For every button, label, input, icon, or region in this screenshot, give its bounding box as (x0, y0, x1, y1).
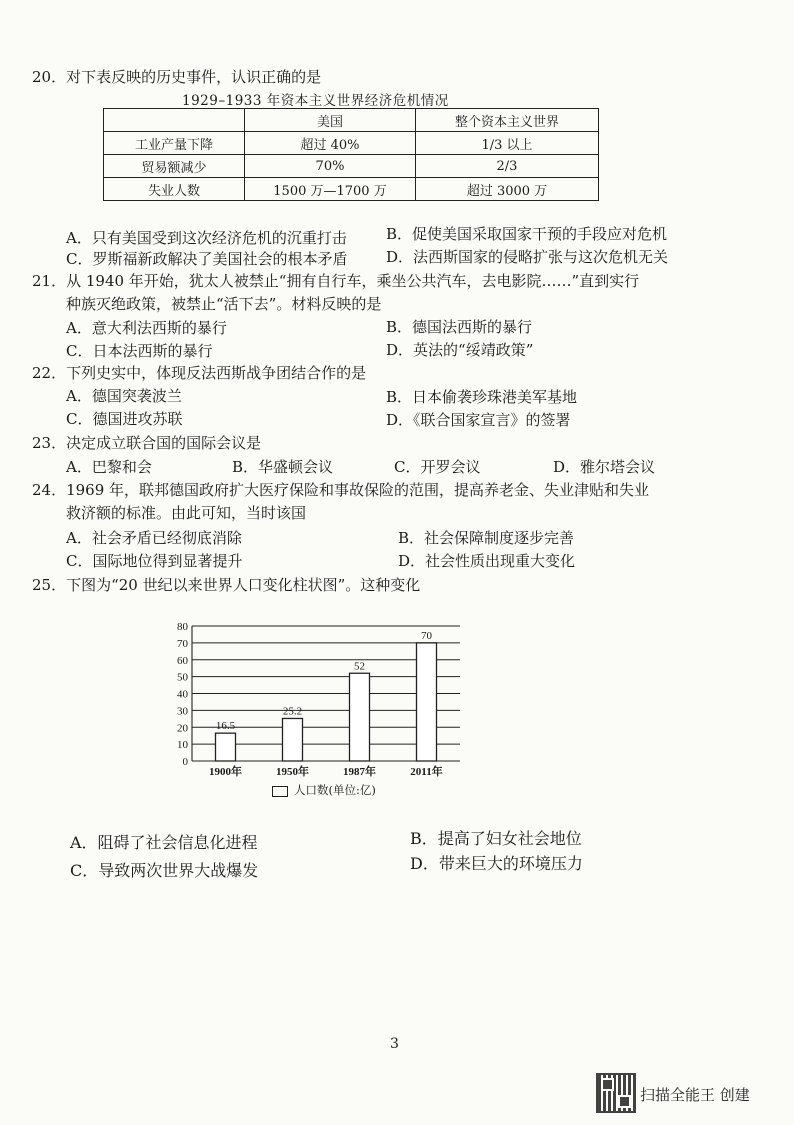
q21-option-a[interactable]: A．意大利法西斯的暴行 (66, 319, 227, 337)
qr-code-icon (596, 1073, 636, 1113)
y-tick-label: 30 (177, 705, 188, 718)
bar (216, 733, 236, 761)
bar-data-label: 16.5 (215, 720, 236, 733)
q24-option-a[interactable]: A．社会矛盾已经彻底消除 (66, 529, 242, 547)
table-cell: 2/3 (416, 155, 599, 178)
y-tick-label: 50 (177, 671, 188, 684)
q20-stem: 20．对下表反映的历史事件，认识正确的是 (32, 68, 322, 86)
q22-option-a[interactable]: A．德国突袭波兰 (66, 387, 182, 405)
x-tick-label: 1900年 (209, 766, 242, 778)
q21-stem-line2: 种族灭绝政策，被禁止“活下去”。材料反映的是 (66, 295, 382, 313)
table-cell: 失业人数 (104, 178, 245, 201)
q21-stem-line1: 21．从 1940 年开始，犹太人被禁止“拥有自行车，乘坐公共汽车，去电影院……”直到实行 (32, 272, 640, 290)
chart-svg (170, 618, 480, 803)
legend-label: 人口数(单位:亿) (294, 783, 376, 797)
q25-stem: 25．下图为“20 世纪以来世界人口变化柱状图”。这种变化 (32, 576, 421, 594)
q23-option-c[interactable]: C．开罗会议 (394, 458, 481, 476)
q21-option-d[interactable]: D．英法的“绥靖政策” (386, 341, 534, 359)
y-tick-label: 0 (182, 756, 188, 768)
table-cell: 超过 3000 万 (416, 178, 599, 201)
q25-option-d[interactable]: D．带来巨大的环境压力 (410, 854, 583, 873)
table-row (104, 132, 599, 155)
table-cell: 1500 万—1700 万 (245, 178, 416, 201)
legend-swatch (272, 786, 288, 797)
y-tick-label: 40 (177, 688, 188, 701)
q20-option-a[interactable]: A．只有美国受到这次经济危机的沉重打击 (66, 229, 347, 247)
table-cell: 70% (245, 155, 416, 178)
x-tick-label: 1987年 (343, 766, 376, 778)
q22-stem: 22．下列史实中，体现反法西斯战争团结合作的是 (32, 364, 367, 382)
q25-option-b[interactable]: B．提高了妇女社会地位 (410, 829, 582, 848)
table-header-row (104, 109, 599, 132)
q21-option-b[interactable]: B．德国法西斯的暴行 (386, 318, 533, 336)
q20-option-d[interactable]: D．法西斯国家的侵略扩张与这次危机无关 (386, 248, 669, 266)
q23-option-b[interactable]: B．华盛顿会议 (232, 458, 334, 476)
chart-legend (272, 782, 376, 798)
x-tick-label: 1950年 (276, 766, 309, 778)
q20-table-caption: 1929–1933 年资本主义世界经济危机情况 (182, 93, 449, 109)
table-cell: 工业产量下降 (104, 132, 245, 155)
y-tick-label: 80 (177, 621, 188, 633)
q23-stem: 23．决定成立联合国的国际会议是 (32, 434, 262, 452)
x-tick-label: 2011年 (410, 766, 443, 778)
table-header-cell: 整个资本主义世界 (416, 109, 599, 132)
q24-stem-line2: 救济额的标准。由此可知，当时该国 (66, 504, 307, 522)
y-tick-label: 20 (177, 722, 188, 735)
bar (417, 643, 437, 761)
bar-data-label: 25.2 (282, 705, 303, 718)
q24-option-b[interactable]: B．社会保障制度逐步完善 (398, 529, 575, 547)
q22-option-b[interactable]: B．日本偷袭珍珠港美军基地 (386, 388, 578, 406)
q23-option-d[interactable]: D．雅尔塔会议 (553, 458, 656, 476)
q24-stem-line1: 24．1969 年，联邦德国政府扩大医疗保险和事故保险的范围，提高养老金、失业津贴和失业 (32, 481, 650, 499)
y-tick-label: 60 (177, 654, 188, 667)
table-cell: 1/3 以上 (416, 132, 599, 155)
q25-option-c[interactable]: C．导致两次世界大战爆发 (70, 861, 259, 880)
table-header-cell: 美国 (245, 109, 416, 132)
q20-option-c[interactable]: C．罗斯福新政解决了美国社会的根本矛盾 (66, 250, 348, 268)
population-bar-chart (170, 618, 480, 803)
q20-option-b[interactable]: B．促使美国采取国家干预的手段应对危机 (386, 225, 668, 243)
q24-option-d[interactable]: D．社会性质出现重大变化 (398, 552, 576, 570)
bar-data-label: 70 (421, 629, 432, 642)
table-row (104, 178, 599, 201)
scanner-watermark: 扫描全能王 创建 (640, 1086, 750, 1104)
q22-option-d[interactable]: D．《联合国家宣言》的签署 (386, 411, 571, 429)
q22-option-c[interactable]: C．德国进攻苏联 (66, 410, 183, 428)
page-number: 3 (390, 1036, 399, 1052)
y-tick-label: 10 (177, 739, 188, 752)
table-cell: 超过 40% (245, 132, 416, 155)
economic-crisis-table (103, 108, 599, 201)
q25-option-a[interactable]: A．阻碍了社会信息化进程 (70, 833, 258, 852)
bar-data-label: 52 (354, 660, 365, 673)
bar (283, 718, 303, 761)
bar (350, 673, 370, 761)
y-tick-label: 70 (177, 637, 188, 650)
q23-option-a[interactable]: A．巴黎和会 (66, 458, 152, 476)
q24-option-c[interactable]: C．国际地位得到显著提升 (66, 552, 243, 570)
table-row (104, 155, 599, 178)
q21-option-c[interactable]: C．日本法西斯的暴行 (66, 342, 213, 360)
table-header-cell (104, 109, 245, 132)
table-cell: 贸易额减少 (104, 155, 245, 178)
